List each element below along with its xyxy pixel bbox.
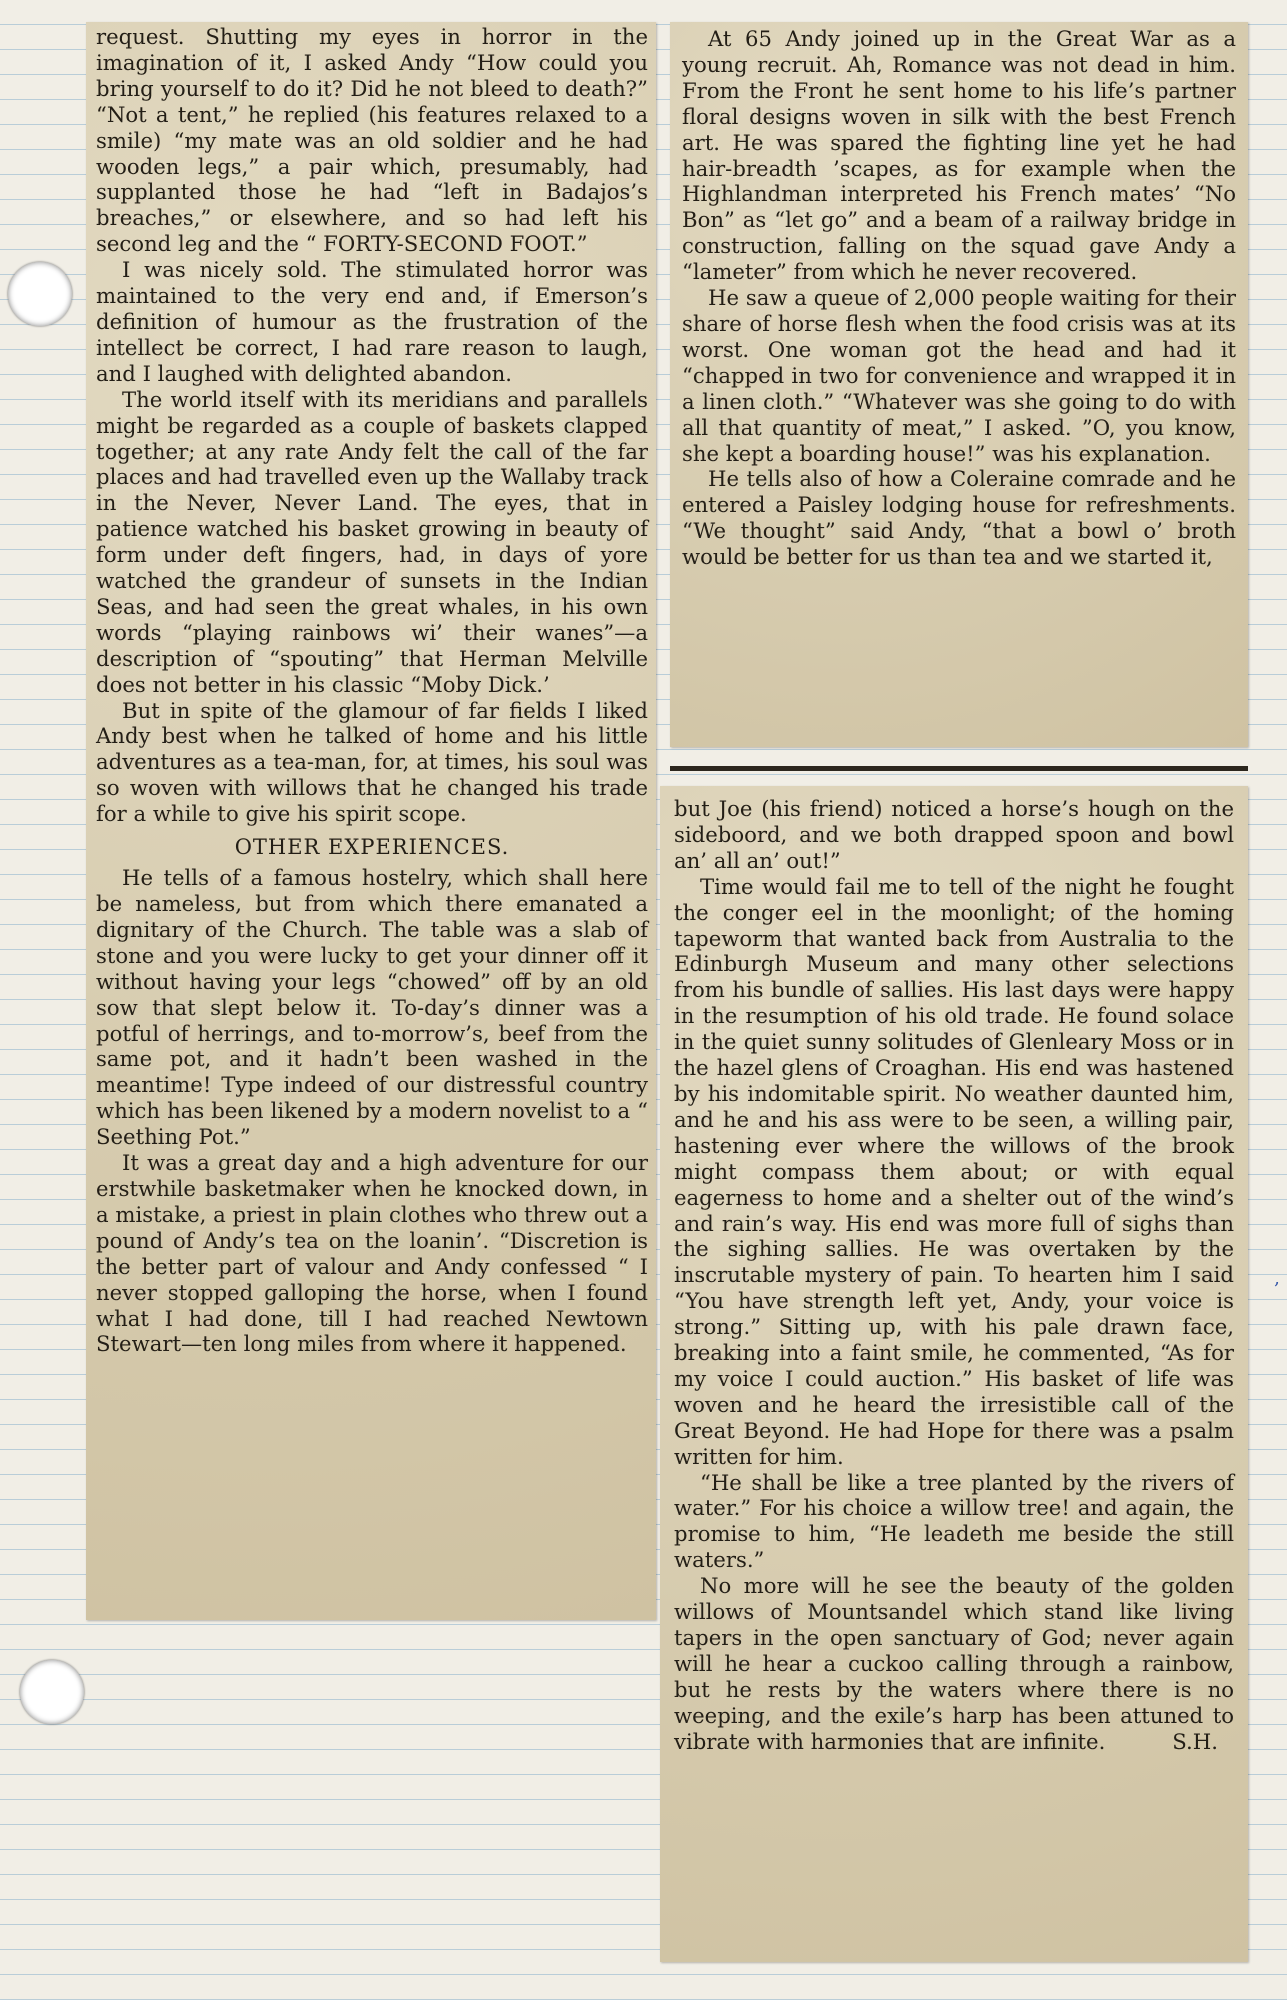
clipping-right-top <box>670 22 1248 747</box>
paragraph: He tells of a famous hostelry, which shall here be nameless, but from which there emanated a dignitary of the Church. The table was a slab of stone and you were lucky to get your dinner off it without having your legs “chowed” off by an old sow that slept below it. To-day’s dinner was a potful of herrings, and to-morrow’s, beef from the same pot, and it hadn’t been washed in the meantime! Type indeed of our distressful country which has been likened by a modern novelist to a “ Seething Pot.” <box>96 865 648 1150</box>
signature: S.H. <box>1172 1728 1218 1754</box>
paragraph: At 65 Andy joined up in the Great War as a young recruit. Ah, Romance was not dead in him. From the Front he sent home to his life’s partner floral designs woven in silk with the best French art. He was spared the fighting line yet he had hair-breadth ’scapes, as for example when the Highlandman interpreted his French mates’ “No Bon” as “let go” and a beam of a railway bridge in construction, falling on the squad gave Andy a “lameter” from which he never recovered. <box>682 26 1236 285</box>
paragraph: The world itself with its meridians and parallels might be regarded as a couple of baskets clapped together; at any rate Andy felt the call of the far places and had travelled even up the Wallaby track in the Never, Never Land. The eyes, that in patience watched his basket growing in beauty of form under deft fingers, had, in days of yore watched the grandeur of sunsets in the Indian Seas, and had seen the great whales, in his own words “playing rainbows wi’ their wanes”—a description of “spouting” that Herman Melville does not better in his classic “Moby Dick.’ <box>96 386 648 697</box>
paragraph: “He shall be like a tree planted by the rivers of water.” For his choice a willow tree! and again, the promise to him, “He leadeth me beside the still waters.” <box>674 1469 1234 1573</box>
punch-hole-bottom <box>20 1660 84 1724</box>
punch-hole-top <box>8 262 72 326</box>
clipping-right-bottom <box>660 786 1248 1962</box>
paragraph-text: No more will he see the beauty of the golden willows of Mountsandel which stand like living tapers in the open sanctuary of God; never again will he hear a cuckoo calling through a rainbow, but he rests by the waters where there is no weeping, and the exile’s harp has been attuned to vibrate with harmonies that are infinite. <box>674 1573 1234 1754</box>
paragraph: Time would fail me to tell of the night he fought the conger eel in the moonlight; of the homing tapeworm that wanted back from Australia to the Edinburgh Museum and many other selections from his bundle of sallies. His last days were happy in the resumption of his old trade. He found solace in the quiet sunny solitudes of Glenleary Moss or in the hazel glens of Croaghan. His end was hastened by his indomitable spirit. No weather daunted him, and he and his ass were to be seen, a willing pair, hastening ever where the willows of the brook might compass them about; or with equal eagerness to home and a shelter out of the wind’s and rain’s way. His end was more full of sighs than the sighing sallies. He was overtaken by the inscrutable mystery of pain. To hearten him I said “You have strength left yet, Andy, your voice is strong.” Sitting up, with his pale drawn face, breaking into a faint smile, he commented, “As for my voice I could auction.” His basket of life was woven and he heard the irresistible call of the Great Beyond. He had Hope for there was a psalm written for him. <box>674 873 1234 1469</box>
paragraph: But in spite of the glamour of far fields I liked Andy best when he talked of home and his little adventures as a tea-man, for, at times, his soul was so woven with willows that he changed his trade for a while to give his spirit scope. <box>96 697 648 827</box>
paragraph: I was nicely sold. The stimulated horror was maintained to the very end and, if Emerson’s definition of humour as the frustration of the intellect be correct, I had rare reason to laugh, and I laughed with delighted abandon. <box>96 257 648 386</box>
divider-rule <box>670 766 1248 771</box>
section-heading: OTHER EXPERIENCES. <box>234 835 510 860</box>
paragraph <box>674 1573 1234 1754</box>
paragraph: but Joe (his friend) noticed a horse’s hough on the sideboord, and we both drapped spoon and bowl an’ all an’ out!” <box>674 796 1234 873</box>
paragraph: request. Shutting my eyes in horror in the imagination of it, I asked Andy “How could you bring yourself to do it? Did he not bleed to death?” “Not a tent,” he replied (his features relaxed to a smile) “my mate was an old soldier and he had wooden legs,” a pair which, presumably, had supplanted those he had “left in Badajos’s breaches,” or elsewhere, and so had left his second leg and the “ FORTY-SECOND FOOT.” <box>96 24 648 257</box>
clipping-left-column <box>86 22 656 1620</box>
paragraph: It was a great day and a high adventure for our erstwhile basketmaker when he knocked down, in a mistake, a priest in plain clothes who threw out a pound of Andy’s tea on the loanin’. “Discretion is the better part of valour and Andy confessed “ I never stopped galloping the horse, when I found what I had done, till I had reached Newtown Stewart—ten long miles from where it happened. <box>96 1150 648 1357</box>
paragraph: He saw a queue of 2,000 people waiting for their share of horse flesh when the food crisis was at its worst. One woman got the head and had it “chapped in two for convenience and wrapped it in a linen cloth.” “Whatever was she going to do with all that quantity of meat,” I asked. ”O, you know, she kept a boarding house!” was his explanation. <box>682 285 1236 466</box>
paragraph: He tells also of how a Coleraine comrade and he entered a Paisley lodging house for refreshments. “We thought” said Andy, “that a bowl o’ broth would be better for us than tea and we started it, <box>682 466 1236 570</box>
ink-mark: ‚ <box>1274 1268 1280 1289</box>
